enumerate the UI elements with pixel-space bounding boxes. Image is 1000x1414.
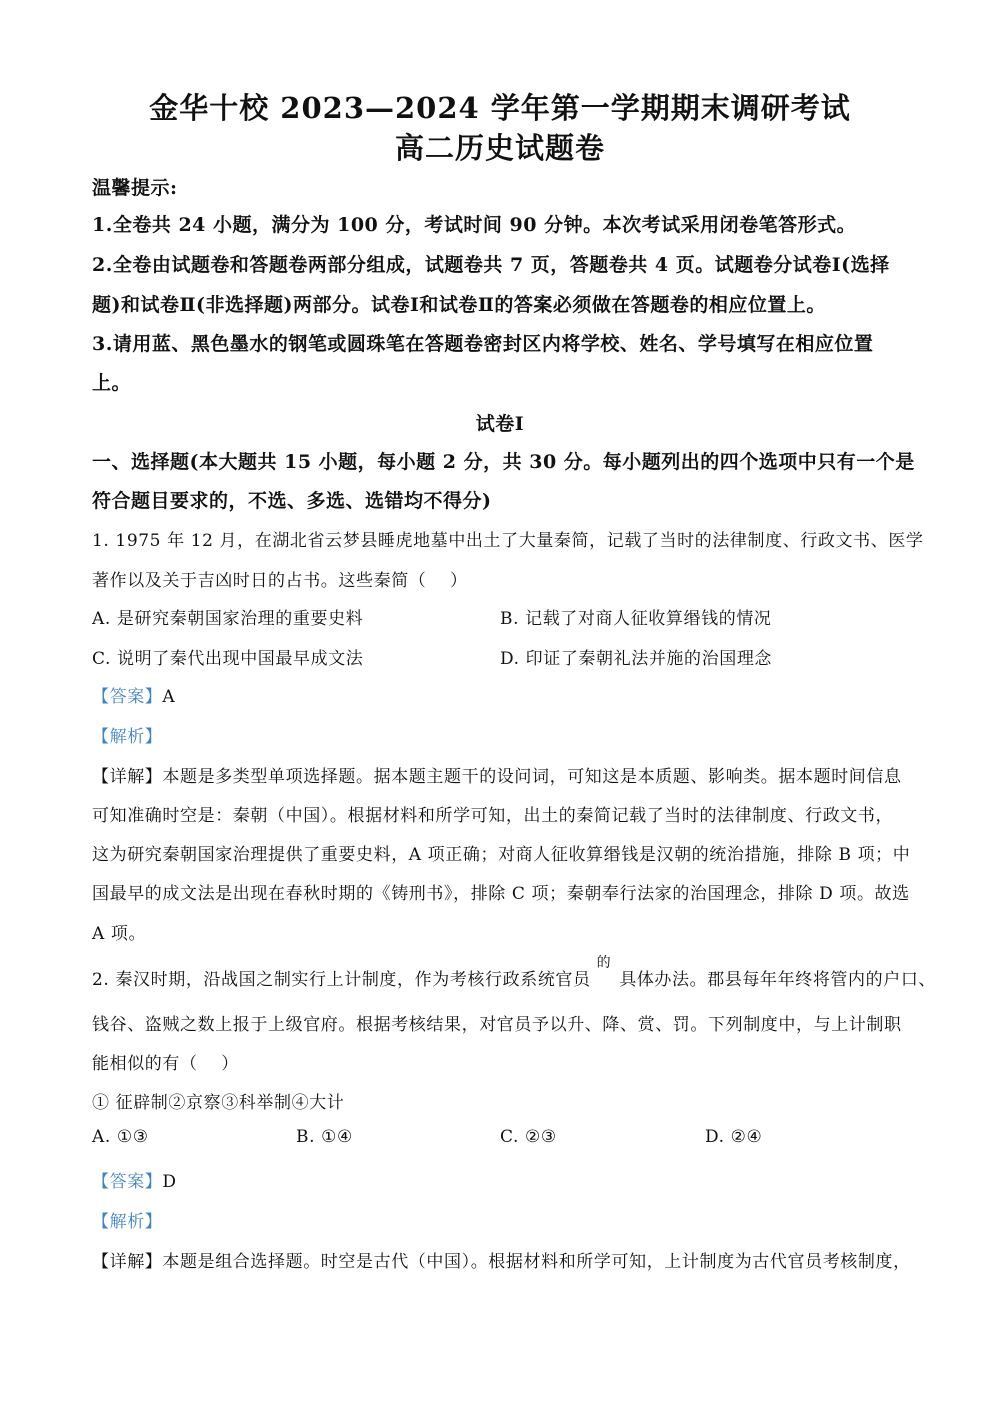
q1-detail-3: 这为研究秦朝国家治理提供了重要史料，A 项正确；对商人征收算缗钱是汉朝的统治措施，排除 B 项；中	[92, 845, 911, 865]
q1-detail-5: A 项。	[92, 924, 147, 944]
tip-1: 1.全卷共 24 小题，满分为 100 分，考试时间 90 分钟。本次考试采用闭卷笔答形式。	[92, 214, 857, 236]
q2-option-a: A. ①③	[92, 1127, 149, 1147]
section-heading-b: 符合题目要求的，不选、多选、选错均不得分)	[92, 490, 492, 512]
q1-detail-1	[92, 762, 902, 787]
detail-text: 本题是多类型单项选择题。据本题主题干的设问词，可知这是本质题、影响类。据本题时间信息	[162, 767, 902, 787]
q2-stem-a	[92, 955, 937, 990]
q2-items: ① 征辟制②京察③科举制④大计	[92, 1093, 345, 1113]
exam-subtitle: 高二历史试题卷	[394, 131, 605, 165]
tip-2b: 题)和试卷Ⅱ(非选择题)两部分。试卷Ⅰ和试卷Ⅱ的答案必须做在答题卷的相应位置上。	[92, 294, 826, 316]
detail-label: 【详解】	[92, 767, 163, 787]
q1-detail-4: 国最早的成文法是出现在春秋时期的《铸刑书》，排除 C 项；秦朝奉行法家的治国理念，排除 D 项。故选	[92, 884, 910, 904]
tip-3a: 3.请用蓝、黑色墨水的钢笔或圆珠笔在答题卷密封区内将学校、姓名、学号填写在相应位置	[92, 333, 874, 355]
q1-option-a: A. 是研究秦朝国家治理的重要史料	[92, 609, 364, 629]
q2-stem-b: 钱谷、盗贼之数上报于上级官府。根据考核结果，对官员予以升、降、赏、罚。下列制度中，与上计制职	[92, 1015, 902, 1035]
section-heading-a: 一、选择题(本大题共 15 小题，每小题 2 分，共 30 分。每小题列出的四个选项中只有一个是	[92, 451, 915, 473]
tip-2a: 2.全卷由试题卷和答题卷两部分组成，试题卷共 7 页，答题卷共 4 页。试题卷分试卷Ⅰ(选择	[92, 254, 890, 276]
q2-stem-raised-char: 的	[596, 955, 612, 971]
answer-value: A	[162, 687, 176, 707]
q2-stem-part1: 2. 秦汉时期，沿战国之制实行上计制度，作为考核行政系统官员	[92, 970, 591, 990]
q2-option-c: C. ②③	[500, 1127, 557, 1147]
q1-option-c: C. 说明了秦代出现中国最早成文法	[92, 649, 364, 669]
detail-text: 本题是组合选择题。时空是古代（中国）。根据材料和所学可知，上计制度为古代官员考核制度，	[162, 1252, 911, 1272]
q2-stem-part2: 具体办法。郡县每年年终将管内的户口、	[619, 970, 937, 990]
paper-label: 试卷Ⅰ	[475, 413, 525, 435]
answer-label: 【答案】	[92, 1172, 163, 1192]
q1-analysis-label: 【解析】	[92, 727, 163, 747]
detail-label: 【详解】	[92, 1252, 163, 1272]
q2-detail-1	[92, 1247, 911, 1272]
answer-value: D	[162, 1172, 177, 1192]
answer-label: 【答案】	[92, 687, 163, 707]
tips-heading: 温馨提示:	[92, 177, 178, 199]
q1-stem-a: 1. 1975 年 12 月，在湖北省云梦县睡虎地墓中出土了大量秦简，记载了当时的法律制度、行政文书、医学	[92, 531, 924, 551]
tip-3b: 上。	[92, 372, 132, 394]
q2-answer	[92, 1167, 177, 1192]
exam-title: 金华十校 2023—2024 学年第一学期期末调研考试	[149, 91, 851, 125]
q1-detail-2: 可知准确时空是：秦朝（中国）。根据材料和所学可知，出土的秦简记载了当时的法律制度、行政文书，	[92, 806, 894, 826]
q1-stem-b: 著作以及关于吉凶时日的占书。这些秦简（ ）	[92, 571, 468, 591]
q2-analysis-label: 【解析】	[92, 1212, 163, 1232]
q2-option-b: B. ①④	[296, 1127, 353, 1147]
q1-option-b: B. 记载了对商人征收算缗钱的情况	[500, 609, 772, 629]
q2-option-d: D. ②④	[705, 1127, 763, 1147]
q2-stem-c: 能相似的有（ ）	[92, 1054, 239, 1074]
q1-answer	[92, 682, 175, 707]
q1-option-d: D. 印证了秦朝礼法并施的治国理念	[500, 649, 773, 669]
